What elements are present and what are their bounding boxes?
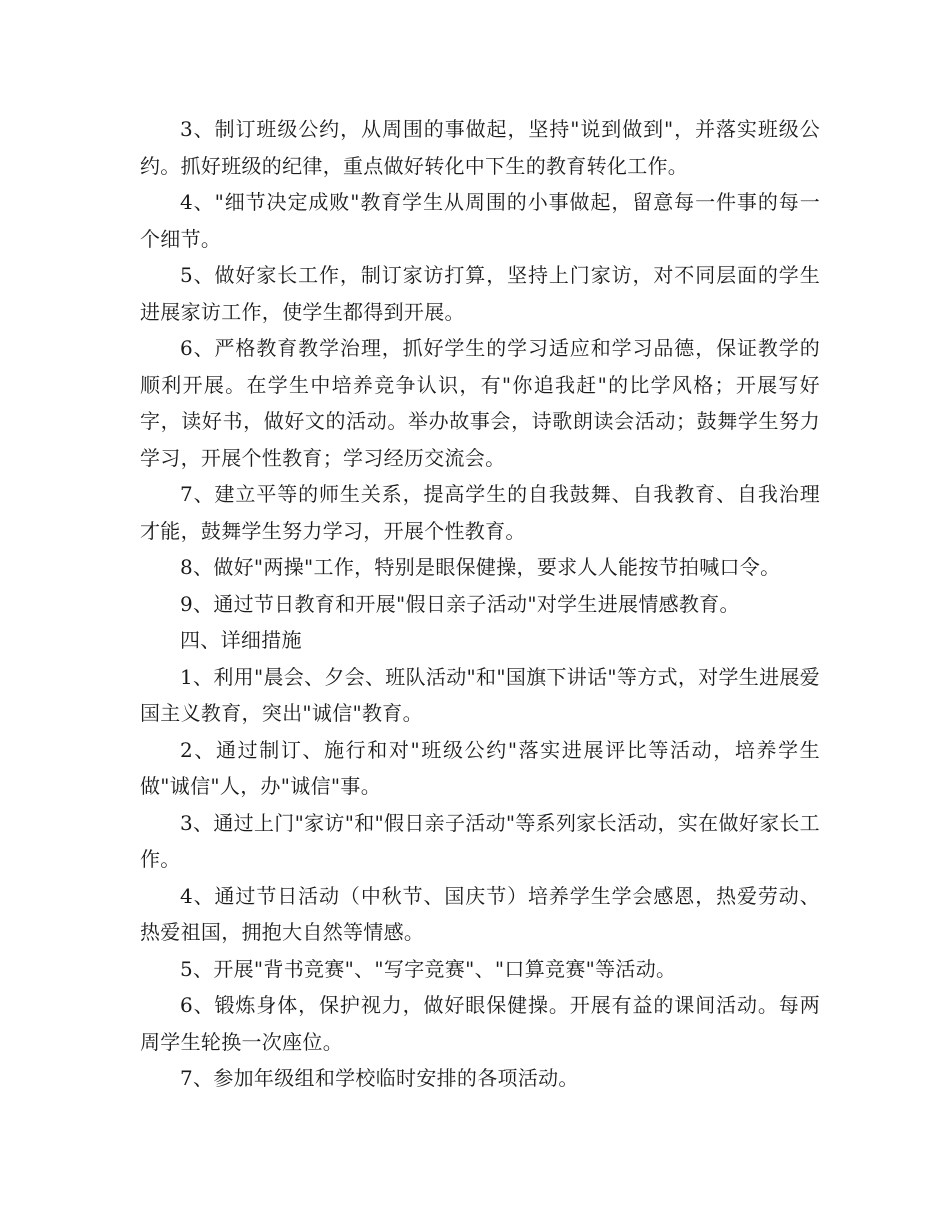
measure-item-6: 6、锻炼身体，保护视力，做好眼保健操。开展有益的课间活动。每两周学生轮换一次座位。 [140, 993, 820, 1054]
paragraph-item-5: 5、做好家长工作，制订家访打算，坚持上门家访，对不同层面的学生进展家访工作，使学生都得到开展。 [140, 263, 820, 324]
paragraph-item-8: 8、做好"两操"工作，特别是眼保健操，要求人人能按节拍喊口令。 [180, 555, 781, 579]
measure-item-3: 3、通过上门"家访"和"假日亲子活动"等系列家长活动，实在做好家长工作。 [140, 810, 820, 871]
paragraph-item-4: 4、"细节决定成败"教育学生从周围的小事做起，留意每一件事的每一个细节。 [140, 190, 820, 251]
document-body [140, 111, 820, 1097]
measure-item-2: 2、通过制订、施行和对"班级公约"落实进展评比等活动，培养学生做"诚信"人，办"诚信"事。 [140, 737, 820, 798]
measure-item-7: 7、参加年级组和学校临时安排的各项活动。 [180, 1066, 579, 1090]
section-heading-measures: 四、详细措施 [180, 628, 302, 652]
measure-item-4: 4、通过节日活动（中秋节、国庆节）培养学生学会感恩，热爱劳动、热爱祖国，拥抱大自然等情感。 [140, 883, 820, 944]
paragraph-item-6: 6、严格教育教学治理，抓好学生的学习适应和学习品德，保证教学的顺利开展。在学生中培养竞争认识，有"你追我赶"的比学风格；开展写好字，读好书，做好文的活动。举办故事会，诗歌朗读会活动；鼓舞学生努力学习，开展个性教育；学习经历交流会。 [140, 336, 820, 470]
measure-item-1: 1、利用"晨会、夕会、班队活动"和"国旗下讲话"等方式，对学生进展爱国主义教育，突出"诚信"教育。 [140, 664, 820, 725]
measure-item-5: 5、开展"背书竞赛"、"写字竞赛"、"口算竞赛"等活动。 [180, 956, 677, 981]
paragraph-item-9: 9、通过节日教育和开展"假日亲子活动"对学生进展情感教育。 [180, 591, 740, 616]
paragraph-item-7: 7、建立平等的师生关系，提高学生的自我鼓舞、自我教育、自我治理才能，鼓舞学生努力学习，开展个性教育。 [140, 482, 820, 543]
paragraph-item-3: 3、制订班级公约，从周围的事做起，坚持"说到做到"，并落实班级公约。抓好班级的纪律，重点做好转化中下生的教育转化工作。 [140, 117, 820, 178]
